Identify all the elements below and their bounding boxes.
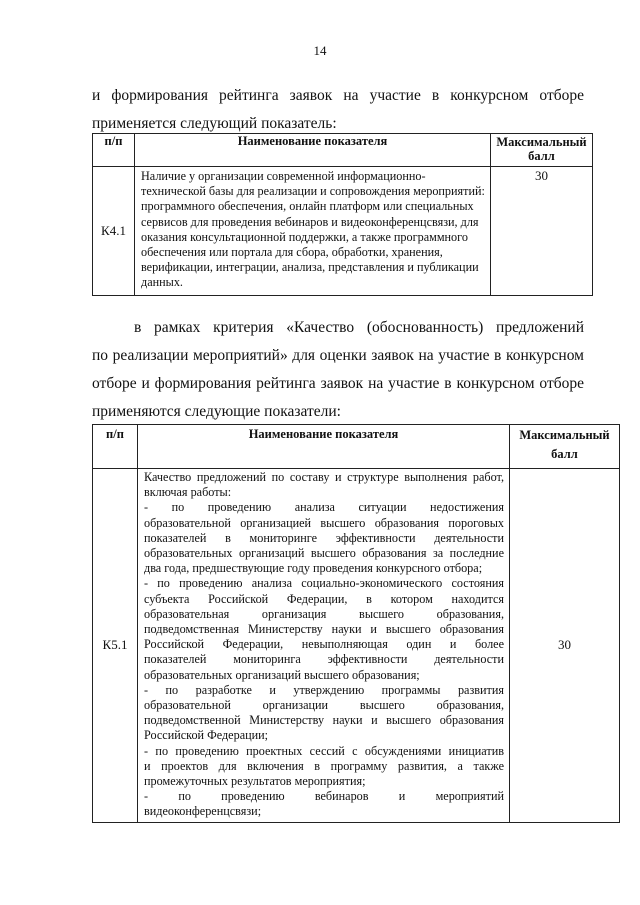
page-number: 14 xyxy=(313,43,327,58)
indicator-score: 30 xyxy=(491,167,593,296)
paragraph-line: применяется следующий показатель: xyxy=(92,115,337,132)
description-line: Качество предложений по составу и структуре выполнения работ, xyxy=(144,470,504,484)
description-line: два года, предшествующие году проведения конкурсного отбора; xyxy=(144,561,483,576)
indicator-code: К4.1 xyxy=(93,167,135,296)
paragraph-line: в рамках критерия «Качество (обоснованность) предложений xyxy=(134,319,584,336)
indicator-code: К5.1 xyxy=(93,469,138,823)
description-line: субъекта Российской Федерации, в котором находится xyxy=(144,591,504,606)
indicator-table-k5 xyxy=(92,424,620,823)
paragraph-line: и формирования рейтинга заявок на участие в конкурсном отборе xyxy=(92,87,584,104)
header-max-score: Максимальный балл xyxy=(491,134,593,167)
indicator-description: Наличие у организации современной информационно-технической базы для реализации и сопровождения мероприятий: программного обеспечения, онлайн платформ или специальных сервисов для проведения вебинаров и видеоконференцсвязи, для оказания консультационной поддержки, а также программного обеспечения или портала для сбора, обработки, хранения, верификации, интеграции, анализа, представления и публикации данных. xyxy=(135,167,491,296)
indicator-description xyxy=(138,469,510,823)
header-indicator-name: Наименование показателя xyxy=(135,134,491,167)
description-line: образовательной организацией высшего образования пороговых xyxy=(144,515,504,530)
indicator-table-k4 xyxy=(92,133,593,296)
description-line: промежуточных результатов мероприятия; xyxy=(144,774,366,789)
description-line: - по проведению анализа социально-экономического состояния xyxy=(144,576,504,591)
table-header-row xyxy=(93,134,593,167)
paragraph-line: применяются следующие показатели: xyxy=(92,403,341,420)
description-line: - по проведению проектных сессий с обсуждениями инициатив xyxy=(144,743,504,758)
table-row xyxy=(93,167,593,296)
description-line: Российской Федерации; xyxy=(144,728,269,743)
description-line: - по проведению вебинаров и мероприятий xyxy=(144,789,504,804)
description-line: - по разработке и утверждению программы развития xyxy=(144,682,504,697)
paragraph-line: отборе и формирования рейтинга заявок на участие в конкурсном отборе xyxy=(92,375,584,392)
header-max-score: Максимальный балл xyxy=(510,425,620,469)
description-line: образовательная организация высшего образования, xyxy=(144,606,504,621)
header-indicator-name: Наименование показателя xyxy=(138,425,510,469)
intro-paragraph xyxy=(92,82,584,138)
description-line: показателей в мониторинге эффективности деятельности xyxy=(144,530,504,545)
description-line: подведомственная Министерству науки и высшего образования xyxy=(144,622,504,637)
description-line: и проектов для включения в программу развития, а также xyxy=(144,758,504,773)
table-header-row xyxy=(93,425,620,469)
description-line: - по проведению анализа ситуации недостижения xyxy=(144,500,504,515)
description-line: образовательной организации высшего образования, xyxy=(144,698,504,713)
table-row xyxy=(93,469,620,823)
description-line: включая работы: xyxy=(144,485,232,500)
description-line: видеоконференцсвязи; xyxy=(144,804,262,819)
indicator-score: 30 xyxy=(510,469,620,823)
description-line: образовательных организаций высшего образования за последние xyxy=(144,546,504,561)
description-line: образовательных организаций высшего образования; xyxy=(144,667,420,682)
description-line: показателей мониторинга эффективности деятельности xyxy=(144,652,504,667)
description-line: подведомственной Министерству науки и высшего образования xyxy=(144,713,504,728)
header-number: п/п xyxy=(93,134,135,167)
paragraph-line: по реализации мероприятий» для оценки заявок на участие в конкурсном xyxy=(92,347,584,364)
criterion-paragraph xyxy=(92,314,584,426)
header-number: п/п xyxy=(93,425,138,469)
description-line: Российской Федерации, невыполняющая один и более xyxy=(144,637,504,652)
